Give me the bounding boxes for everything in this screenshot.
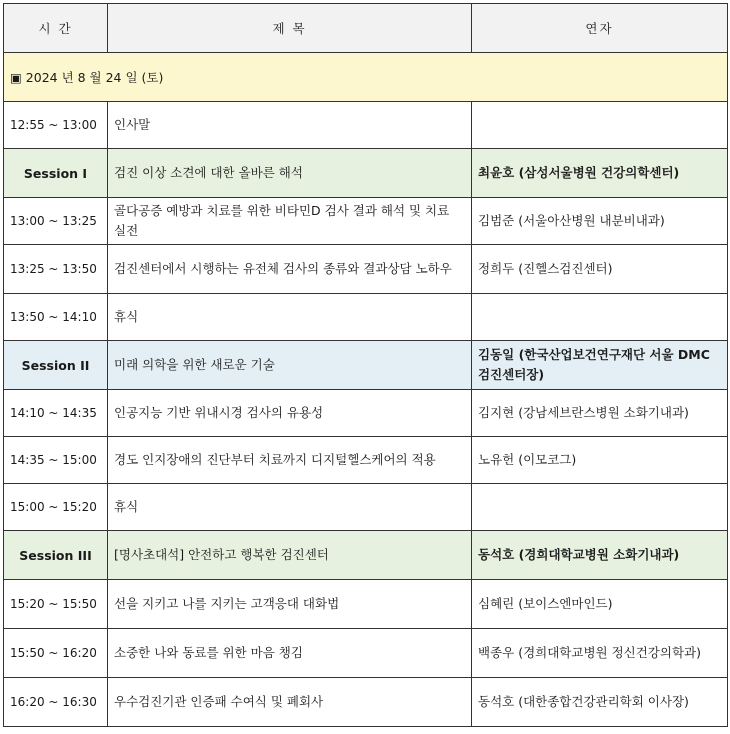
row-title: 골다공증 예방과 치료를 위한 비타민D 검사 결과 해석 및 치료 실전 xyxy=(108,198,472,245)
row-speaker: 정희두 (진헬스검진센터) xyxy=(472,245,728,294)
table-row xyxy=(4,678,728,727)
row-speaker xyxy=(472,484,728,531)
table-row xyxy=(4,245,728,294)
row-time: 15:50 ~ 16:20 xyxy=(4,629,108,678)
table-row xyxy=(4,198,728,245)
table-row xyxy=(4,390,728,437)
row-title: 휴식 xyxy=(108,294,472,341)
row-title: 우수검진기관 인증패 수여식 및 폐회사 xyxy=(108,678,472,727)
date-row xyxy=(4,53,728,102)
row-speaker xyxy=(472,294,728,341)
table-row xyxy=(4,437,728,484)
row-speaker xyxy=(472,102,728,149)
row-title: 경도 인지장애의 진단부터 치료까지 디지털헬스케어의 적용 xyxy=(108,437,472,484)
header-row xyxy=(4,4,728,53)
row-title: 검진 이상 소견에 대한 올바른 해석 xyxy=(108,149,472,198)
row-title: 인사말 xyxy=(108,102,472,149)
row-time: 15:20 ~ 15:50 xyxy=(4,580,108,629)
table-row xyxy=(4,580,728,629)
row-speaker: 동석호 (경희대학교병원 소화기내과) xyxy=(472,531,728,580)
row-time: 12:55 ~ 13:00 xyxy=(4,102,108,149)
row-speaker: 백종우 (경희대학교병원 정신건강의학과) xyxy=(472,629,728,678)
session-row xyxy=(4,531,728,580)
row-title: 소중한 나와 동료를 위한 마음 챙김 xyxy=(108,629,472,678)
row-speaker: 김지현 (강남세브란스병원 소화기내과) xyxy=(472,390,728,437)
session-label: Session III xyxy=(4,531,108,580)
header-time: 시 간 xyxy=(4,4,108,53)
table-row xyxy=(4,484,728,531)
date-label: ▣ 2024 년 8 월 24 일 (토) xyxy=(4,53,728,102)
table-row xyxy=(4,294,728,341)
table-row xyxy=(4,102,728,149)
row-speaker: 김범준 (서울아산병원 내분비내과) xyxy=(472,198,728,245)
session-label: Session II xyxy=(4,341,108,390)
table-row xyxy=(4,629,728,678)
row-time: 14:35 ~ 15:00 xyxy=(4,437,108,484)
session-label: Session I xyxy=(4,149,108,198)
row-time: 13:00 ~ 13:25 xyxy=(4,198,108,245)
row-title: [명사초대석] 안전하고 행복한 검진센터 xyxy=(108,531,472,580)
header-title: 제 목 xyxy=(108,4,472,53)
session-row xyxy=(4,149,728,198)
row-time: 14:10 ~ 14:35 xyxy=(4,390,108,437)
row-title: 선을 지키고 나를 지키는 고객응대 대화법 xyxy=(108,580,472,629)
row-speaker: 동석호 (대한종합건강관리학회 이사장) xyxy=(472,678,728,727)
session-row xyxy=(4,341,728,390)
schedule-table xyxy=(3,3,728,727)
row-speaker: 심혜린 (보이스엔마인드) xyxy=(472,580,728,629)
row-time: 13:50 ~ 14:10 xyxy=(4,294,108,341)
row-time: 15:00 ~ 15:20 xyxy=(4,484,108,531)
row-time: 13:25 ~ 13:50 xyxy=(4,245,108,294)
header-speaker: 연자 xyxy=(472,4,728,53)
row-time: 16:20 ~ 16:30 xyxy=(4,678,108,727)
row-speaker: 최윤호 (삼성서울병원 건강의학센터) xyxy=(472,149,728,198)
row-title: 인공지능 기반 위내시경 검사의 유용성 xyxy=(108,390,472,437)
row-speaker: 김동일 (한국산업보건연구재단 서울 DMC 검진센터장) xyxy=(472,341,728,390)
row-title: 미래 의학을 위한 새로운 기술 xyxy=(108,341,472,390)
row-title: 검진센터에서 시행하는 유전체 검사의 종류와 결과상담 노하우 xyxy=(108,245,472,294)
row-title: 휴식 xyxy=(108,484,472,531)
row-speaker: 노유헌 (이모코그) xyxy=(472,437,728,484)
